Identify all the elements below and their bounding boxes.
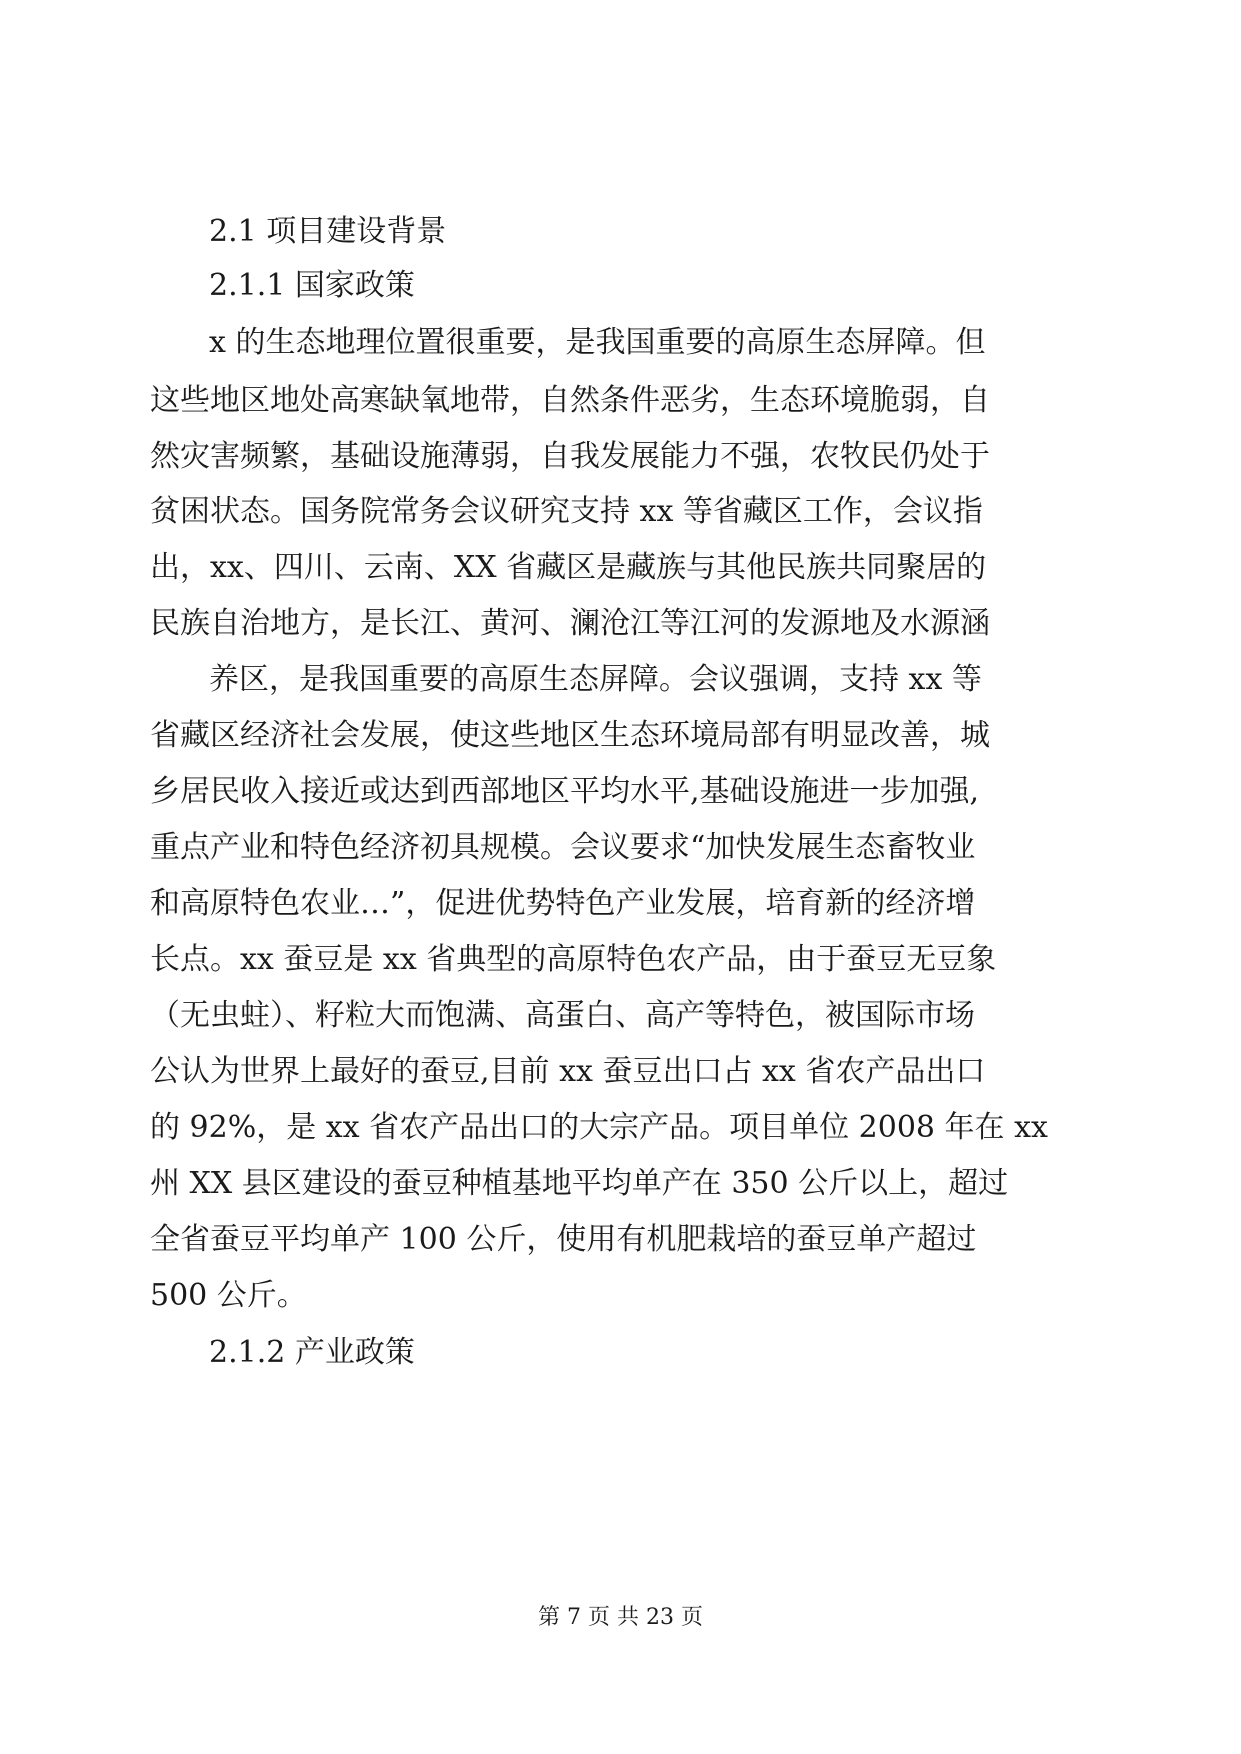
paragraph-line: 出，xx、四川、云南、XX 省藏区是藏族与其他民族共同聚居的 [150, 550, 987, 585]
paragraph-line: 然灾害频繁，基础设施薄弱，自我发展能力不强，农牧民仍处于 [150, 439, 990, 474]
section-heading-2-1: 2.1 项目建设背景 [209, 214, 447, 249]
paragraph-line: 重点产业和特色经济初具规模。会议要求“加快发展生态畜牧业 [150, 830, 976, 865]
paragraph-line: 养区，是我国重要的高原生态屏障。会议强调，支持 xx 等 [209, 662, 982, 697]
paragraph-line: 省藏区经济社会发展，使这些地区生态环境局部有明显改善，城 [150, 718, 990, 753]
paragraph-line: 公认为世界上最好的蚕豆,目前 xx 蚕豆出口占 xx 省农产品出口 [150, 1054, 986, 1089]
paragraph-line: 这些地区地处高寒缺氧地带，自然条件恶劣，生态环境脆弱，自 [150, 383, 990, 418]
page-footer: 第 7 页 共 23 页 [538, 1605, 703, 1630]
paragraph-line: 长点。xx 蚕豆是 xx 省典型的高原特色农产品，由于蚕豆无豆象 [150, 942, 997, 977]
paragraph-line: 500 公斤。 [150, 1278, 307, 1313]
paragraph-line: 民族自治地方，是长江、黄河、澜沧江等江河的发源地及水源涵 [150, 606, 990, 641]
section-heading-2-1-1: 2.1.1 国家政策 [209, 268, 415, 303]
paragraph-line: 州 XX 县区建设的蚕豆种植基地平均单产在 350 公斤以上，超过 [150, 1166, 1009, 1201]
section-heading-2-1-2: 2.1.2 产业政策 [209, 1335, 415, 1370]
paragraph-line: 的 92%，是 xx 省农产品出口的大宗产品。项目单位 2008 年在 xx [150, 1110, 1048, 1145]
paragraph-line: x 的生态地理位置很重要，是我国重要的高原生态屏障。但 [209, 325, 986, 360]
paragraph-line: 乡居民收入接近或达到西部地区平均水平,基础设施进一步加强, [150, 774, 980, 809]
paragraph-line: （无虫蛀）、籽粒大而饱满、高蛋白、高产等特色，被国际市场 [150, 998, 975, 1033]
paragraph-line: 贫困状态。国务院常务会议研究支持 xx 等省藏区工作，会议指 [150, 494, 983, 529]
paragraph-line: 全省蚕豆平均单产 100 公斤，使用有机肥栽培的蚕豆单产超过 [150, 1222, 977, 1257]
paragraph-line: 和高原特色农业…”，促进优势特色产业发展，培育新的经济增 [150, 886, 976, 921]
